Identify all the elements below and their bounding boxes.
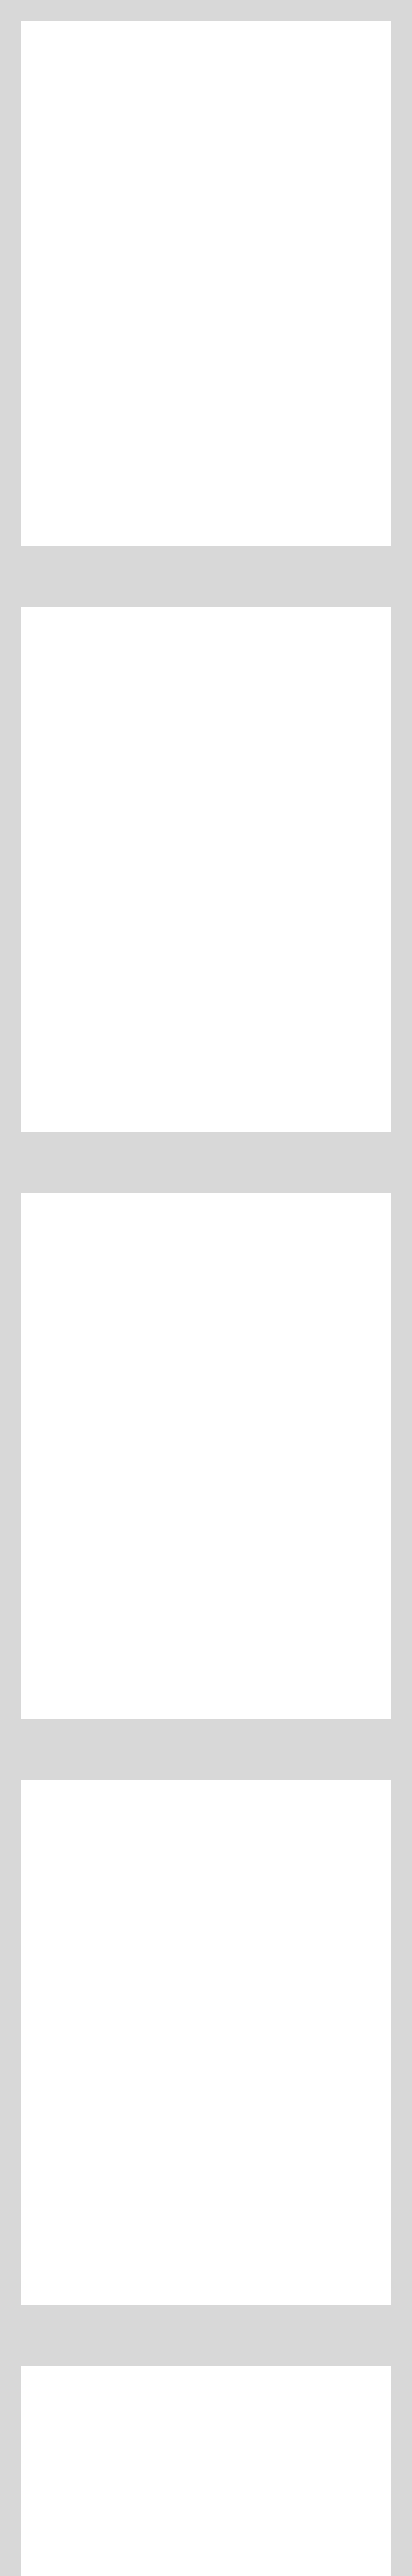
document-page <box>21 1193 391 1719</box>
document-page <box>21 607 391 1132</box>
document-page <box>21 21 391 546</box>
document-page <box>21 1780 391 2305</box>
document-page <box>21 2366 391 2576</box>
